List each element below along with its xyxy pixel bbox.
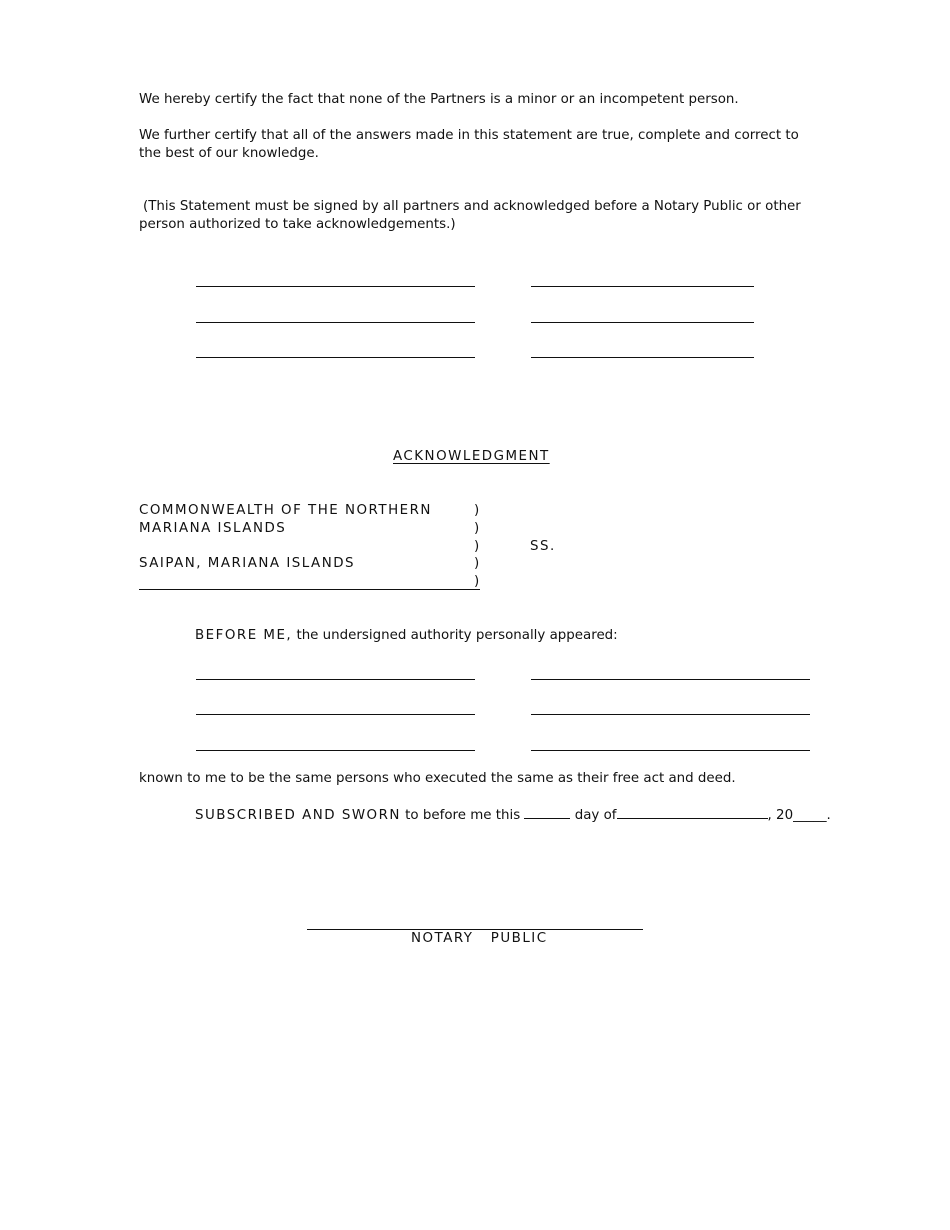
partner-signature-line[interactable] [531,286,754,287]
year-text: , 20_____. [767,808,831,823]
partner-signature-line[interactable] [196,357,475,358]
venue-paren: ) [474,539,480,554]
subscribed-caps: SUBSCRIBED AND SWORN [195,808,401,823]
partner-signature-line[interactable] [196,286,475,287]
day-blank[interactable] [524,805,570,819]
appearing-person-line[interactable] [531,679,810,680]
appearing-person-line[interactable] [196,679,475,680]
subscribed-sworn-text [195,805,831,825]
partner-signature-line[interactable] [196,322,475,323]
day-of-text: day of [570,808,617,823]
venue-paren: ) [474,574,480,589]
appearing-person-line[interactable] [531,750,810,751]
subscribed-rest: to before me this [400,808,521,823]
venue-underline [139,589,480,590]
before-me-rest: the undersigned authority personally appeared: [292,628,618,643]
before-me-text [195,627,618,645]
appearing-person-line[interactable] [196,714,475,715]
venue-paren: ) [474,556,480,571]
appearing-person-line[interactable] [196,750,475,751]
venue-saipan: SAIPAN, MARIANA ISLANDS [139,556,356,571]
acknowledgment-heading: ACKNOWLEDGMENT [393,449,550,464]
known-to-me-text: known to me to be the same persons who executed the same as their free act and deed. [139,771,736,786]
partner-signature-line[interactable] [531,357,754,358]
month-blank[interactable] [617,805,768,819]
venue-mariana-islands: MARIANA ISLANDS [139,521,287,536]
certify-true-text: We further certify that all of the answers made in this statement are true, complete and correct to the best of our knowledge. [139,128,799,161]
before-me-caps: BEFORE ME, [195,628,293,643]
venue-commonwealth: COMMONWEALTH OF THE NORTHERN [139,503,432,518]
notary-public-label: NOTARY PUBLIC [411,931,548,946]
signing-instruction-note: (This Statement must be signed by all partners and acknowledged before a Notary Public or other person authorized to take acknowledgements.) [139,199,801,232]
ss-label: SS. [530,539,556,554]
venue-paren: ) [474,521,480,536]
certify-minor-text: We hereby certify the fact that none of the Partners is a minor or an incompetent person. [139,92,739,107]
partner-signature-line[interactable] [531,322,754,323]
venue-paren: ) [474,503,480,518]
appearing-person-line[interactable] [531,714,810,715]
